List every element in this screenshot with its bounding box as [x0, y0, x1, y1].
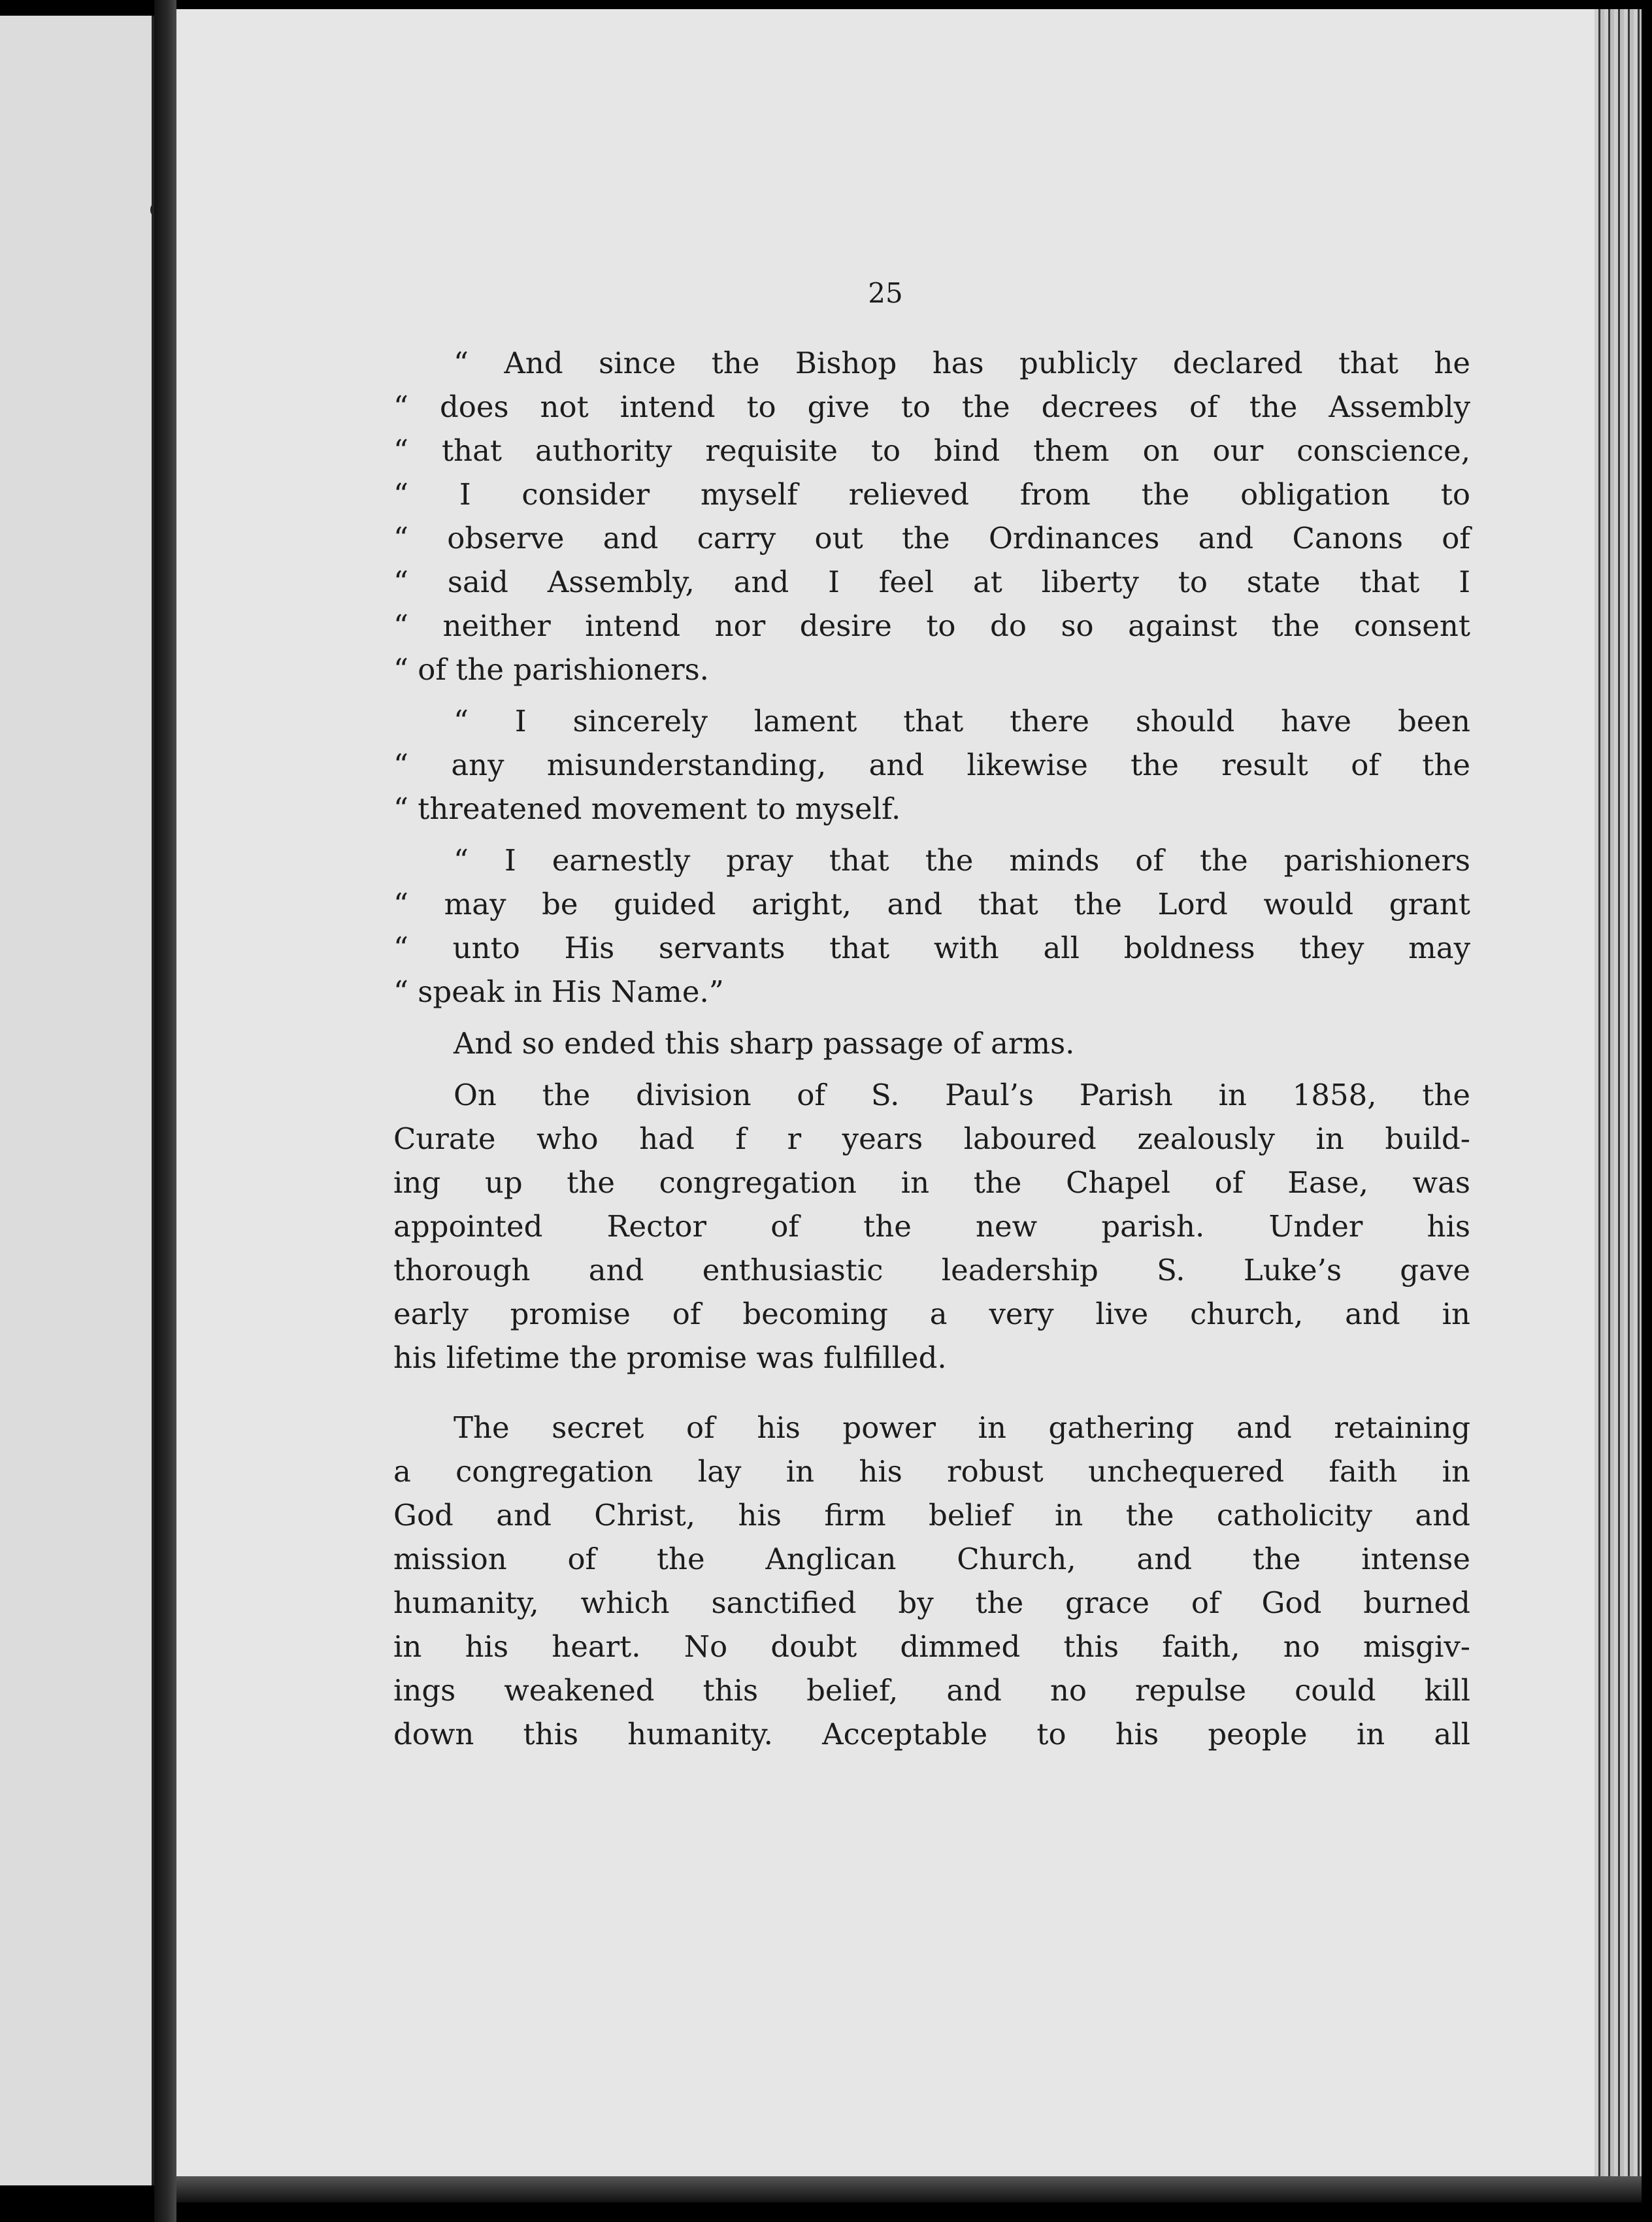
text-line: “ any misunderstanding, and likewise the result of the [393, 748, 1470, 782]
book-page [176, 9, 1594, 2176]
text-line: “ observe and carry out the Ordinances and Canons of [393, 521, 1470, 556]
text-line: “ neither intend nor desire to do so against the consent [393, 608, 1470, 643]
quote-paragraph-1 [393, 341, 1470, 691]
text-line: “ said Assembly, and I feel at liberty to state that I [393, 565, 1470, 599]
text-line: “ And since the Bishop has publicly declared that he [454, 346, 1470, 380]
text-line: “ I consider myself relieved from the obligation to [393, 477, 1470, 512]
text-line: “ that authority requisite to bind them on our conscience, [393, 433, 1470, 468]
text-line: The secret of his power in gathering and retaining [454, 1410, 1470, 1445]
text-line: appointed Rector of the new parish. Under his [393, 1209, 1470, 1244]
quote-paragraph-3 [393, 838, 1470, 1014]
text-line: humanity, which sanctified by the grace of God burned [393, 1585, 1470, 1620]
binding-gutter [154, 0, 176, 2222]
text-line: God and Christ, his firm belief in the catholicity and [393, 1498, 1470, 1533]
right-page-edges [1594, 9, 1642, 2192]
text-line: “ threatened movement to myself. [393, 791, 901, 826]
text-line: And so ended this sharp passage of arms. [454, 1026, 1075, 1061]
page-number: 25 [868, 277, 903, 309]
narrative-paragraph-3 [393, 1406, 1470, 1756]
text-line: “ of the parishioners. [393, 652, 709, 687]
text-line: his lifetime the promise was fulfilled. [393, 1340, 947, 1375]
bottom-page-shadow [176, 2176, 1642, 2202]
text-line: ing up the congregation in the Chapel of Ease, was [393, 1165, 1470, 1200]
text-line: “ I sincerely lament that there should have been [454, 704, 1470, 738]
text-line: “ speak in His Name.” [393, 974, 724, 1009]
text-line: a congregation lay in his robust unchequered faith in [393, 1454, 1470, 1489]
text-line: Curate who had f r years laboured zealously in build- [393, 1121, 1470, 1156]
text-line: “ unto His servants that with all boldness they may [393, 931, 1470, 965]
text-line: “ I earnestly pray that the minds of the parishioners [454, 843, 1470, 878]
text-line: thorough and enthusiastic leadership S. Luke’s gave [393, 1253, 1470, 1287]
text-line: “ may be guided aright, and that the Lord would grant [393, 887, 1470, 921]
quote-paragraph-2 [393, 699, 1470, 831]
narrative-paragraph-1 [393, 1021, 1470, 1065]
text-line: early promise of becoming a very live church, and in [393, 1297, 1470, 1331]
body-text [393, 341, 1470, 1764]
text-line: mission of the Anglican Church, and the intense [393, 1542, 1470, 1576]
text-line: in his heart. No doubt dimmed this faith, no misgiv- [393, 1629, 1470, 1664]
narrative-paragraph-2 [393, 1073, 1470, 1380]
text-line: On the division of S. Paul’s Parish in 1858, the [454, 1078, 1470, 1112]
paragraph-gap [393, 1387, 1470, 1406]
text-line: “ does not intend to give to the decrees of the Assembly [393, 390, 1470, 424]
left-page-edge [0, 16, 154, 2185]
binding-mark [150, 205, 154, 214]
text-line: ings weakened this belief, and no repulse could kill [393, 1673, 1470, 1708]
text-line: down this humanity. Acceptable to his people in all [393, 1717, 1470, 1751]
